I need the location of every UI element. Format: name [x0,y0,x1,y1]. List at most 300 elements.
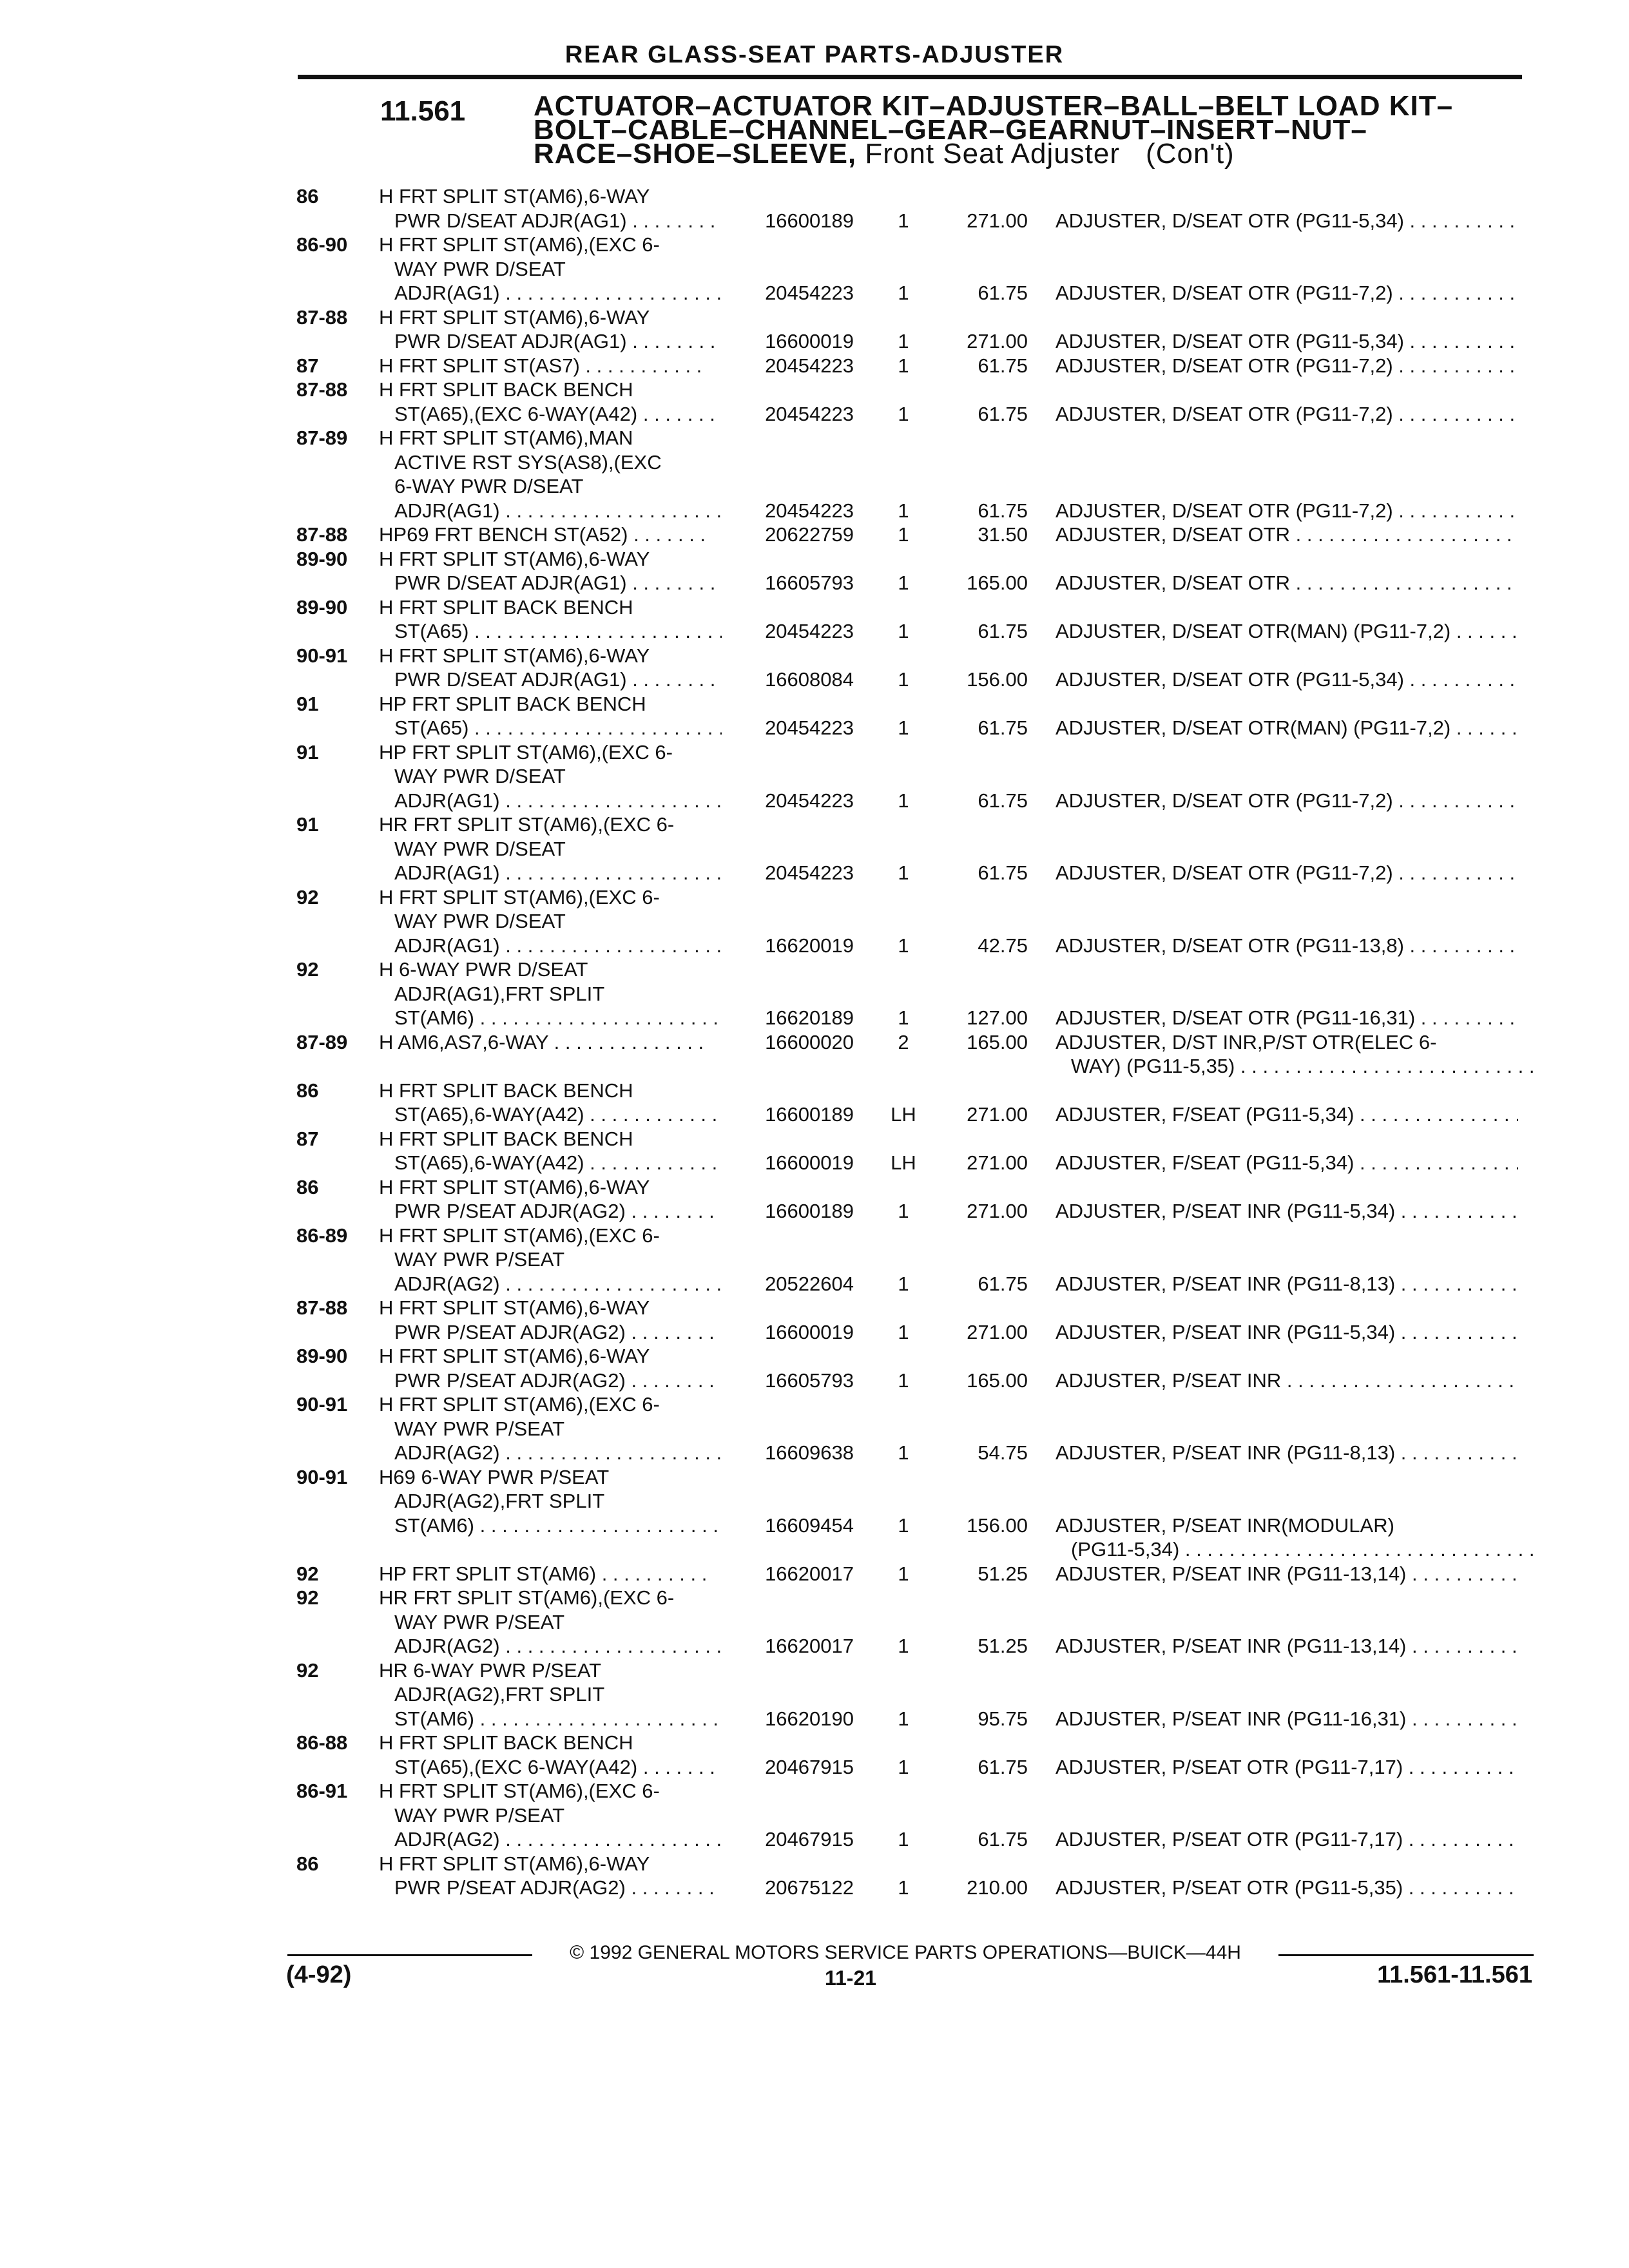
parts-entry [0,692,1629,740]
entry-description: H FRT SPLIT BACK BENCH [379,1127,633,1150]
entry-part-number: 20454223 [765,282,854,304]
entry-year: 87-89 [296,1030,348,1053]
entry-part-name: ADJUSTER, D/SEAT OTR (PG11-13,8) . . . [1055,934,1518,958]
entry-price: 210.00 [967,1876,1028,1899]
entry-line [0,402,1629,427]
entry-description: H FRT SPLIT ST(AM6),6-WAY [379,1852,650,1875]
entry-price: 61.75 [978,354,1028,377]
entry-description: H FRT SPLIT BACK BENCH [379,378,633,401]
entry-part-name: ADJUSTER, D/SEAT OTR . . . [1055,523,1518,547]
entry-description: HP FRT SPLIT BACK BENCH [379,692,646,715]
entry-description: H FRT SPLIT ST(AM6),(EXC 6- [379,885,660,908]
entry-quantity: 1 [898,1514,909,1537]
entry-part-name: ADJUSTER, P/SEAT INR (PG11-13,14) . . . [1055,1634,1518,1658]
entry-part-number: 20454223 [765,789,854,812]
entry-part-number: 20467915 [765,1828,854,1850]
entry-line [0,1296,1629,1320]
entry-quantity: 1 [898,282,909,304]
entry-price: 156.00 [967,668,1028,691]
entry-description: ST(A65),6-WAY(A42) . . . [394,1102,722,1127]
entry-part-name: ADJUSTER, P/SEAT INR (PG11-5,34) . . . [1055,1320,1518,1345]
entry-description: ADJR(AG2),FRT SPLIT [394,1683,605,1706]
entry-price: 61.75 [978,282,1028,304]
entry-description: 6-WAY PWR D/SEAT [394,475,584,497]
entry-line [0,499,1629,523]
parts-entry [0,1562,1629,1586]
entry-price: 51.25 [978,1635,1028,1657]
entry-year: 90-91 [296,1465,348,1488]
entry-description: HR FRT SPLIT ST(AM6),(EXC 6- [379,1586,675,1609]
entry-description: PWR P/SEAT ADJR(AG2) . . . [394,1199,722,1224]
entry-description: WAY PWR P/SEAT [394,1248,565,1271]
entry-description: PWR P/SEAT ADJR(AG2) . . . [394,1876,722,1900]
entry-description: H FRT SPLIT ST(AM6),(EXC 6- [379,233,660,256]
entry-line [0,474,1629,499]
entry-description: ADJR(AG2) . . . [394,1634,722,1658]
entry-part-name: ADJUSTER, D/SEAT OTR (PG11-5,34) . . . [1055,329,1518,354]
entry-line [0,257,1629,282]
entry-line [0,1417,1629,1441]
parts-entry [0,1586,1629,1658]
entry-year: 86-88 [296,1731,348,1754]
entry-part-name: ADJUSTER, D/SEAT OTR (PG11-7,2) . . . [1055,354,1518,378]
entry-description: HR FRT SPLIT ST(AM6),(EXC 6- [379,813,675,836]
parts-entry [0,184,1629,233]
entry-description: H FRT SPLIT ST(AM6),6-WAY [379,185,650,207]
entry-price: 271.00 [967,1103,1028,1126]
footer-rule-left [287,1954,532,1956]
entry-line [0,1054,1629,1079]
entry-description: ST(A65) . . . [394,716,722,740]
entry-price: 31.50 [978,523,1028,546]
entry-price: 61.75 [978,1755,1028,1778]
entry-description: ACTIVE RST SYS(AS8),(EXC [394,450,662,474]
entry-part-number: 16609638 [765,1441,854,1464]
entry-quantity: 1 [898,1320,909,1343]
entry-year: 86 [296,1079,319,1102]
entry-line [0,1514,1629,1538]
entry-price: 165.00 [967,1030,1028,1053]
entry-quantity: 1 [898,668,909,691]
parts-entry [0,885,1629,958]
entry-part-number: 16609454 [765,1514,854,1537]
entry-line [0,1707,1629,1731]
entry-description: H FRT SPLIT ST(AM6),(EXC 6- [379,1780,660,1802]
header-rule [298,75,1522,79]
entry-line [0,1537,1629,1562]
entry-part-name: ADJUSTER, D/SEAT OTR(MAN) (PG11-7,2) . . . [1055,716,1518,740]
entry-line [0,644,1629,668]
entry-line [0,1272,1629,1296]
entry-description: H AM6,AS7,6-WAY . . . [379,1030,706,1055]
entry-part-number: 16600020 [765,1030,854,1053]
entry-line [0,281,1629,305]
entry-price: 51.25 [978,1562,1028,1585]
entry-description: H FRT SPLIT ST(AM6),6-WAY [379,1296,650,1319]
section-title [534,90,1507,169]
entry-description: H FRT SPLIT BACK BENCH [379,1731,633,1754]
entry-quantity: 1 [898,934,909,957]
parts-entry [0,1465,1629,1562]
entry-line [0,1199,1629,1224]
parts-entry [0,1852,1629,1900]
entry-line [0,1006,1629,1030]
entry-quantity: 1 [898,1828,909,1850]
entry-line [0,1392,1629,1417]
entry-year: 86 [296,185,319,207]
entry-line [0,764,1629,789]
entry-description: H FRT SPLIT ST(AM6),6-WAY [379,1345,650,1367]
entry-line [0,1151,1629,1175]
entry-part-name: (PG11-5,34) . . . [1071,1537,1534,1562]
entry-line [0,1441,1629,1465]
entry-part-name: ADJUSTER, D/SEAT OTR (PG11-5,34) . . . [1055,209,1518,233]
entry-price: 271.00 [967,1320,1028,1343]
entry-line [0,1369,1629,1393]
entry-description: PWR P/SEAT ADJR(AG2) . . . [394,1320,722,1345]
entry-line [0,595,1629,620]
entry-part-name: ADJUSTER, D/SEAT OTR (PG11-7,2) . . . [1055,281,1518,305]
entry-description: ST(A65),(EXC 6-WAY(A42) . . . [394,402,722,427]
entry-price: 54.75 [978,1441,1028,1464]
entry-part-name: ADJUSTER, F/SEAT (PG11-5,34) . . . [1055,1151,1518,1175]
entry-price: 271.00 [967,330,1028,352]
entry-part-name: ADJUSTER, D/SEAT OTR (PG11-5,34) . . . [1055,668,1518,692]
entry-part-number: 16600189 [765,1200,854,1222]
entry-description: HP69 FRT BENCH ST(A52) . . . [379,523,706,547]
entry-year: 87 [296,354,319,377]
entry-line [0,1102,1629,1127]
entry-price: 61.75 [978,1828,1028,1850]
entry-description: ADJR(AG2) . . . [394,1272,722,1296]
entry-description: HP FRT SPLIT ST(AM6),(EXC 6- [379,740,673,764]
entry-description: WAY PWR P/SEAT [394,1610,565,1633]
entry-line [0,812,1629,837]
entry-description: WAY PWR P/SEAT [394,1417,565,1440]
entry-year: 91 [296,740,319,764]
entry-line [0,1803,1629,1828]
entry-year: 92 [296,1562,319,1585]
entry-line [0,1586,1629,1610]
entry-quantity: 1 [898,716,909,739]
entry-line [0,1247,1629,1272]
entry-quantity: 1 [898,620,909,642]
parts-entry [0,1224,1629,1296]
entry-description: ADJR(AG1),FRT SPLIT [394,982,605,1005]
entry-line [0,1562,1629,1586]
entry-quantity: 1 [898,1200,909,1222]
entry-quantity: 1 [898,330,909,352]
entry-price: 95.75 [978,1707,1028,1730]
entry-line [0,692,1629,716]
parts-entry [0,1127,1629,1175]
entry-part-name: ADJUSTER, F/SEAT (PG11-5,34) . . . [1055,1102,1518,1127]
entry-part-number: 16608084 [765,668,854,691]
entry-description: PWR D/SEAT ADJR(AG1) . . . [394,571,722,595]
entry-year: 90-91 [296,1393,348,1416]
entry-part-number: 16600019 [765,1151,854,1174]
entry-part-number: 16605793 [765,572,854,594]
entry-line [0,740,1629,765]
entry-description: WAY PWR D/SEAT [394,257,566,280]
entry-year: 92 [296,1586,319,1609]
parts-entry [0,1030,1629,1079]
entry-line [0,619,1629,644]
entry-year: 91 [296,692,319,715]
entry-part-name: ADJUSTER, P/SEAT INR (PG11-16,31) . . . [1055,1707,1518,1731]
entry-description: ST(A65) . . . [394,619,722,644]
entry-year: 92 [296,885,319,908]
entry-description: ADJR(AG2),FRT SPLIT [394,1490,605,1512]
section-subtitle: Front Seat Adjuster [865,138,1121,169]
entry-description: ST(AM6) . . . [394,1707,722,1731]
entry-line [0,1827,1629,1852]
entry-line [0,837,1629,861]
entry-year: 87-88 [296,305,348,329]
entry-description: ADJR(AG2) . . . [394,1441,722,1465]
entry-description: H FRT SPLIT ST(AM6),6-WAY [379,547,650,570]
entry-part-name: ADJUSTER, P/SEAT INR . . . [1055,1369,1518,1393]
entry-price: 61.75 [978,1272,1028,1295]
entry-year: 86 [296,1175,319,1198]
entry-quantity: 1 [898,1006,909,1029]
section-continued: (Con't) [1146,138,1235,169]
entry-year: 87-89 [296,427,348,449]
entry-year: 89-90 [296,547,348,570]
entry-line [0,1465,1629,1490]
entry-description: ADJR(AG1) . . . [394,861,722,885]
entry-year: 92 [296,1658,319,1682]
entry-quantity: 1 [898,354,909,377]
entry-description: PWR D/SEAT ADJR(AG1) . . . [394,209,722,233]
entry-quantity: 1 [898,572,909,594]
entry-description: PWR P/SEAT ADJR(AG2) . . . [394,1369,722,1393]
entry-part-number: 16605793 [765,1369,854,1392]
entry-quantity: LH [891,1151,916,1174]
entry-description: H FRT SPLIT ST(AM6),(EXC 6- [379,1224,660,1247]
entry-year: 86-90 [296,233,348,256]
entry-part-name: ADJUSTER, D/SEAT OTR (PG11-7,2) . . . [1055,789,1518,813]
entry-part-name: ADJUSTER, D/ST INR,P/ST OTR(ELEC 6- [1055,1030,1437,1053]
entry-part-name: ADJUSTER, P/SEAT OTR (PG11-7,17) . . . [1055,1755,1518,1780]
entry-line [0,1755,1629,1780]
entry-year: 89-90 [296,595,348,619]
entry-price: 165.00 [967,1369,1028,1392]
footer-copyright: © 1992 GENERAL MOTORS SERVICE PARTS OPERATIONS—BUICK—44H [570,1942,1241,1963]
entry-line [0,1634,1629,1658]
parts-entry [0,812,1629,885]
entry-description: H FRT SPLIT BACK BENCH [379,1079,633,1102]
parts-list [0,184,1629,1900]
entry-quantity: 1 [898,1707,909,1730]
entry-line [0,716,1629,740]
parts-entry [0,1731,1629,1779]
entry-part-name: ADJUSTER, P/SEAT INR (PG11-13,14) . . . [1055,1562,1518,1586]
entry-part-name: ADJUSTER, P/SEAT OTR (PG11-7,17) . . . [1055,1827,1518,1852]
entry-quantity: 1 [898,499,909,522]
entry-description: HR 6-WAY PWR P/SEAT [379,1658,602,1682]
entry-description: H 6-WAY PWR D/SEAT [379,958,588,981]
entry-line [0,209,1629,233]
entry-description: ADJR(AG1) . . . [394,281,722,305]
entry-part-name: ADJUSTER, D/SEAT OTR . . . [1055,571,1518,595]
entry-part-number: 16620017 [765,1635,854,1657]
entry-description: H FRT SPLIT ST(AM6),(EXC 6- [379,1393,660,1416]
parts-entry [0,595,1629,644]
entry-line [0,982,1629,1006]
parts-entry [0,426,1629,523]
entry-price: 127.00 [967,1006,1028,1029]
parts-entry [0,1296,1629,1344]
entry-part-name: ADJUSTER, D/SEAT OTR(MAN) (PG11-7,2) . . . [1055,619,1518,644]
entry-line [0,547,1629,572]
entry-line [0,571,1629,595]
entry-price: 61.75 [978,789,1028,812]
parts-entry [0,354,1629,378]
entry-line [0,1658,1629,1683]
entry-description: H FRT SPLIT BACK BENCH [379,595,633,619]
entry-price: 61.75 [978,499,1028,522]
entry-line [0,305,1629,330]
parts-entry [0,523,1629,547]
entry-price: 165.00 [967,572,1028,594]
entry-line [0,378,1629,402]
parts-entry [0,1392,1629,1465]
entry-part-number: 16620189 [765,1006,854,1029]
parts-entry [0,644,1629,692]
entry-line [0,1852,1629,1876]
entry-line [0,1224,1629,1248]
entry-quantity: 1 [898,209,909,232]
entry-part-number: 16620190 [765,1707,854,1730]
entry-part-name: ADJUSTER, D/SEAT OTR (PG11-7,2) . . . [1055,861,1518,885]
entry-description: WAY PWR D/SEAT [394,910,566,932]
entry-part-number: 16620019 [765,934,854,957]
entry-quantity: 1 [898,1876,909,1899]
entry-year: 92 [296,958,319,981]
entry-quantity: 1 [898,861,909,884]
entry-price: 271.00 [967,1200,1028,1222]
entry-quantity: 1 [898,1635,909,1657]
entry-price: 42.75 [978,934,1028,957]
entry-line [0,861,1629,885]
entry-line [0,354,1629,378]
entry-line [0,1489,1629,1514]
footer-rule-right [1278,1954,1534,1956]
entry-line [0,909,1629,934]
parts-entry [0,378,1629,426]
footer-section-range: 11.561-11.561 [1377,1961,1532,1988]
entry-price: 271.00 [967,209,1028,232]
entry-part-number: 16600019 [765,1320,854,1343]
entry-description: H FRT SPLIT ST(AM6),6-WAY [379,1175,650,1198]
entry-part-number: 20467915 [765,1755,854,1778]
entry-year: 87-88 [296,378,348,401]
entry-description: H69 6-WAY PWR P/SEAT [379,1465,610,1488]
entry-quantity: 1 [898,789,909,812]
entry-line [0,668,1629,692]
entry-line [0,1127,1629,1151]
entry-quantity: 1 [898,523,909,546]
entry-part-name: ADJUSTER, D/SEAT OTR (PG11-7,2) . . . [1055,499,1518,523]
entry-line [0,1175,1629,1200]
entry-part-name: ADJUSTER, D/SEAT OTR (PG11-7,2) . . . [1055,402,1518,427]
entry-year: 86-89 [296,1224,348,1247]
entry-quantity: LH [891,1103,916,1126]
entry-quantity: 1 [898,402,909,425]
section-title-line-3-text: RACE–SHOE–SLEEVE, [534,138,857,169]
entry-part-number: 20622759 [765,523,854,546]
entry-quantity: 1 [898,1755,909,1778]
parts-entry [0,1658,1629,1731]
entry-line [0,1731,1629,1755]
entry-line [0,1320,1629,1345]
entry-line [0,426,1629,450]
entry-part-name: ADJUSTER, P/SEAT INR (PG11-8,13) . . . [1055,1441,1518,1465]
entry-line [0,1079,1629,1103]
entry-part-name: ADJUSTER, P/SEAT OTR (PG11-5,35) . . . [1055,1876,1518,1900]
entry-line [0,184,1629,209]
entry-quantity: 1 [898,1441,909,1464]
parts-entry [0,957,1629,1030]
entry-line [0,233,1629,257]
section-number: 11.561 [380,95,466,127]
parts-entry [0,1344,1629,1392]
parts-entry [0,233,1629,305]
entry-year: 91 [296,813,319,836]
entry-year: 86-91 [296,1780,348,1802]
entry-line [0,1610,1629,1635]
entry-line [0,1876,1629,1900]
entry-part-number: 16600189 [765,209,854,232]
entry-part-number: 20675122 [765,1876,854,1899]
entry-part-number: 20454223 [765,620,854,642]
entry-line [0,450,1629,475]
entry-year: 86 [296,1852,319,1875]
entry-description: ST(AM6) . . . [394,1514,722,1538]
footer-date: (4-92) [286,1961,352,1988]
entry-quantity: 1 [898,1369,909,1392]
entry-part-number: 20454223 [765,716,854,739]
entry-part-number: 20454223 [765,354,854,377]
entry-part-number: 20454223 [765,402,854,425]
entry-description: H FRT SPLIT ST(AM6),6-WAY [379,644,650,667]
entry-line [0,789,1629,813]
entry-description: ADJR(AG2) . . . [394,1827,722,1852]
parts-entry [0,1079,1629,1127]
entry-price: 156.00 [967,1514,1028,1537]
entry-year: 87 [296,1127,319,1150]
entry-quantity: 2 [898,1030,909,1053]
entry-line [0,1030,1629,1055]
entry-line [0,1682,1629,1707]
entry-year: 87-88 [296,1296,348,1319]
entry-description: WAY PWR D/SEAT [394,765,566,787]
entry-year: 89-90 [296,1345,348,1367]
entry-description: ST(A65),6-WAY(A42) . . . [394,1151,722,1175]
entry-line [0,523,1629,547]
entry-description: ADJR(AG1) . . . [394,499,722,523]
entry-year: 87-88 [296,523,348,546]
entry-description: HP FRT SPLIT ST(AM6) . . . [379,1562,706,1586]
footer-page-number: 11-21 [824,1966,877,1990]
entry-price: 61.75 [978,861,1028,884]
entry-description: ST(AM6) . . . [394,1006,722,1030]
entry-part-name: ADJUSTER, P/SEAT INR (PG11-8,13) . . . [1055,1272,1518,1296]
entry-description: ST(A65),(EXC 6-WAY(A42) . . . [394,1755,722,1780]
entry-line [0,934,1629,958]
parts-entry [0,1175,1629,1224]
